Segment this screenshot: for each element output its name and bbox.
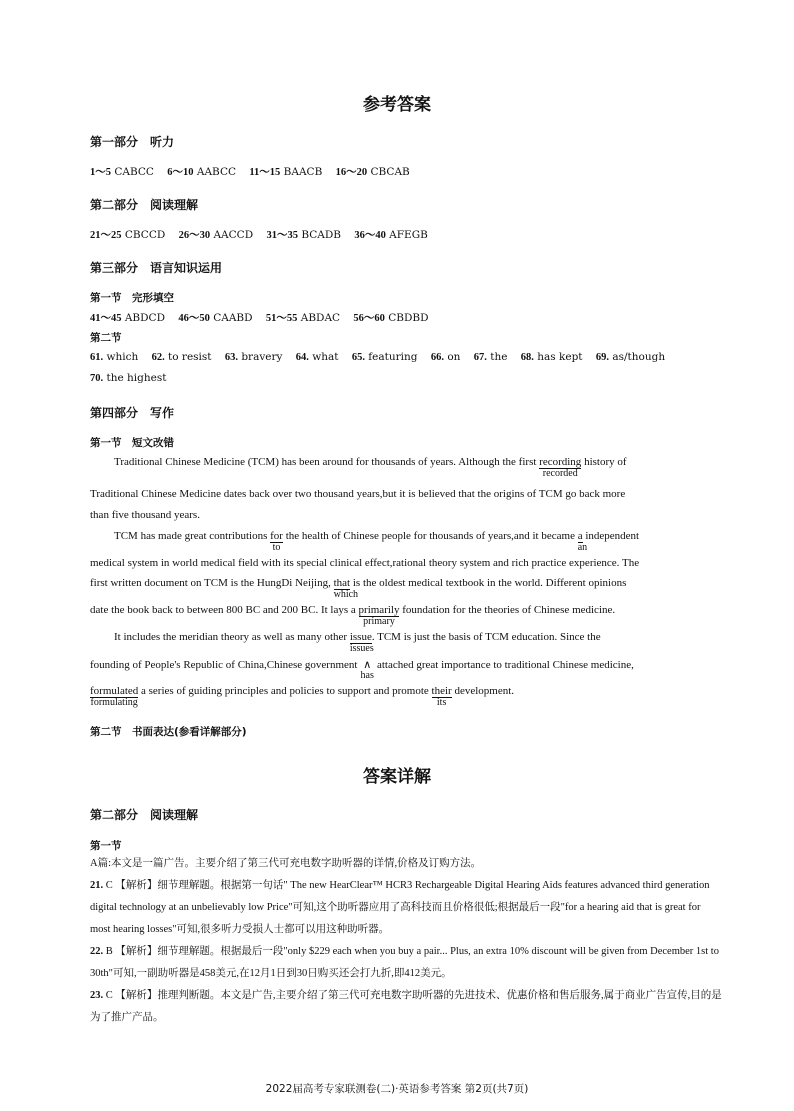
correction: an bbox=[577, 542, 588, 553]
details-section: 第一节 bbox=[90, 840, 122, 852]
correction: issues bbox=[349, 643, 374, 654]
correction: has bbox=[360, 670, 374, 681]
error-mark: their its bbox=[431, 685, 452, 708]
correction: which bbox=[333, 589, 359, 600]
page-title: 参考答案 bbox=[363, 95, 431, 115]
passage-line: than five thousand years. bbox=[90, 509, 200, 521]
part1-answers: 1～5 CABCC 6～10 AABCC 11～15 BAACB 16～20 CBCAB bbox=[90, 166, 410, 178]
explanation-item: 23. C 【解析】推理判断题。本文是广告,主要介绍了第三代可充电数字助听器的先进技术、优惠价格和售后服务,属于商业广告宣传,目的是为了推广产品。 bbox=[90, 990, 722, 1023]
part4-heading: 第四部分 写作 bbox=[90, 406, 175, 420]
correction: formulating bbox=[90, 697, 138, 708]
error-mark: issue issues bbox=[349, 631, 374, 654]
passage-line: date the book back to between 800 BC and 200 BC. It lays a primarily primary foundation for the theories of Chinese medicine. bbox=[90, 604, 616, 627]
error-mark: a an bbox=[577, 530, 588, 553]
part2-heading: 第二部分 阅读理解 bbox=[90, 198, 199, 212]
correction: primary bbox=[363, 616, 395, 627]
part3-heading: 第三部分 语言知识运用 bbox=[90, 261, 223, 275]
passage-line: first written document on TCM is the HungDi Neijing, that which is the oldest medical textbook in the world. Different opinions bbox=[90, 577, 627, 600]
part4-section1-heading: 第一节 短文改错 bbox=[90, 437, 174, 449]
part3-section2-heading: 第二节 bbox=[90, 332, 122, 344]
passage-line: founding of People's Republic of China,Chinese government ∧ has attached great importance to traditional Chinese medicine, bbox=[90, 659, 634, 681]
insertion-mark: ∧ has bbox=[360, 658, 374, 671]
passage-line: TCM has made great contributions for to the health of Chinese people for thousands of years,and it became a an independent bbox=[114, 530, 640, 553]
part3-section1-heading: 第一节 完形填空 bbox=[90, 292, 174, 304]
correction: recorded bbox=[542, 468, 578, 479]
details-body bbox=[90, 853, 722, 1029]
details-title: 答案详解 bbox=[363, 767, 431, 787]
part3-section2-answers: 61. which 62. to resist 63. bravery 64. what 65. featuring 66. on 67. the 68. has kept 69. as/though bbox=[90, 351, 666, 363]
passage-line: Traditional Chinese Medicine (TCM) has been around for thousands of years. Although the first recording recorded history of bbox=[114, 456, 627, 479]
passage-line: It includes the meridian theory as well as many other issue issues . TCM is just the basis of TCM education. Since the bbox=[114, 631, 601, 654]
part1-heading: 第一部分 听力 bbox=[90, 135, 175, 149]
part3-section1-answers: 41～45 ABDCD 46～50 CAABD 51～55 ABDAC 56～60 CBDBD bbox=[90, 312, 429, 324]
part3-section2-answers-line2: 70. the highest bbox=[90, 372, 167, 384]
error-mark: recording recorded bbox=[539, 456, 582, 479]
passage-line: Traditional Chinese Medicine dates back over two thousand years,but it is believed that the origins of TCM go back more bbox=[90, 488, 626, 500]
page-footer: 2022届高考专家联测卷(二)·英语参考答案 第2页(共7页) bbox=[265, 1083, 529, 1095]
correction: its bbox=[436, 697, 447, 708]
passage-line: medical system in world medical field with its special clinical effect,rational theory system and rich practice experience. The bbox=[90, 557, 640, 569]
part4-section2-heading: 第二节 书面表达(参看详解部分) bbox=[90, 726, 247, 738]
explanation-item: 21. C 【解析】细节理解题。根据第一句话" The new HearClear™ HCR3 Rechargeable Digital Hearing Aids features advanced third generation digital technology at an unbelievably low Price"可知,这个助听器应用了高科技而且价格很低;根据最后一段"for a hearing aid that is great for most hearing losses"可知,很多听力受损人士都可以用这种助听器。 bbox=[90, 880, 710, 935]
error-mark: that which bbox=[333, 577, 359, 600]
error-mark: for to bbox=[270, 530, 283, 553]
passage-intro: A篇:本文是一篇广告。主要介绍了第三代可充电数字助听器的详情,价格及订购方法。 bbox=[90, 858, 482, 869]
error-mark: formulated formulating bbox=[90, 685, 139, 708]
part2-answers: 21～25 CBCCD 26～30 AACCD 31～35 BCADB 36～40 AFEGB bbox=[90, 229, 428, 241]
passage-line: formulated formulating a series of guiding principles and policies to support and promote their its development. bbox=[90, 685, 515, 708]
details-heading: 第二部分 阅读理解 bbox=[90, 808, 199, 822]
error-mark: primarily primary bbox=[358, 604, 400, 627]
explanation-item: 22. B 【解析】细节理解题。根据最后一段"only $229 each when you buy a pair... Plus, an extra 10% discount will be given from December 1st to 30th"可知,一副助听器是458美元,在12月1日到30日购买还会打九折,即412美元。 bbox=[90, 946, 719, 979]
correction: to bbox=[272, 542, 281, 553]
